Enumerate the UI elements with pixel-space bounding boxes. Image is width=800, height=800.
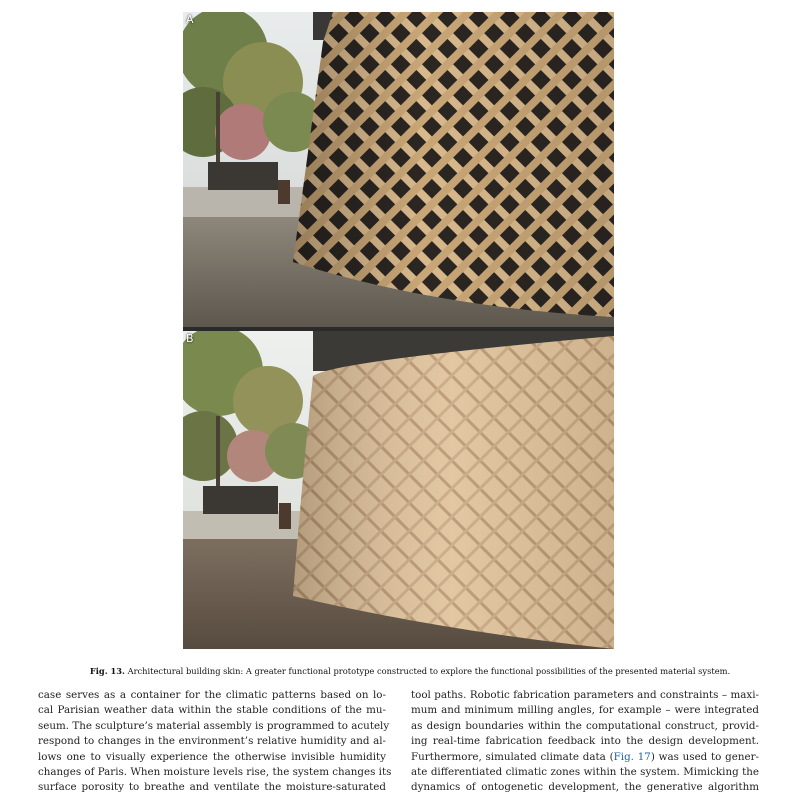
caption-text: Architectural building skin: A greater functional prototype constructed to explore the functional possibilities of the presented material system. (127, 666, 731, 676)
photo-panel-a (183, 12, 614, 327)
text-line: dynamics of ontogenetic development, the generative algorithm (411, 781, 759, 794)
text-line: ing real-time fabrication feedback into the design development. (411, 735, 759, 748)
text-line-with-ref (411, 750, 759, 765)
figure-number: Fig. 13. (89, 666, 125, 676)
text-line: tool paths. Robotic fabrication parameters and constraints – maxi- (411, 689, 759, 701)
figure-caption (80, 666, 740, 676)
figure-13 (183, 12, 614, 649)
text-line: respond to changes in the environment’s relative humidity and al- (38, 735, 386, 748)
body-column-right (411, 688, 759, 796)
panel-label-b: B (186, 332, 194, 345)
open-skin-photo (183, 12, 614, 327)
closed-skin-photo (183, 331, 614, 649)
text-line: seum. The sculpture’s material assembly is programmed to acutely (38, 719, 390, 732)
panel-label-a: A (186, 13, 194, 26)
body-column-left (38, 688, 392, 796)
text-line: surface porosity to breathe and ventilate the moisture-saturated (38, 781, 386, 794)
text-line: mum and minimum milling angles, for example – were integrated (411, 704, 759, 717)
photo-panel-b (183, 331, 614, 649)
text-segment: Furthermore, simulated climate data ( (411, 750, 614, 763)
text-line: ate differentiated climatic zones within the system. Mimicking the (411, 766, 759, 779)
text-line: lows one to visually experience the otherwise invisible humidity (38, 750, 386, 763)
text-line: cal Parisian weather data within the stable conditions of the mu- (38, 704, 386, 717)
text-line: changes of Paris. When moisture levels rise, the system changes its (38, 766, 392, 779)
text-line: as design boundaries within the computational construct, provid- (411, 719, 759, 732)
text-line: case serves as a container for the climatic patterns based on lo- (38, 689, 386, 701)
text-segment: ) was used to gener- (650, 750, 759, 763)
figure-17-link[interactable]: Fig. 17 (613, 750, 651, 763)
